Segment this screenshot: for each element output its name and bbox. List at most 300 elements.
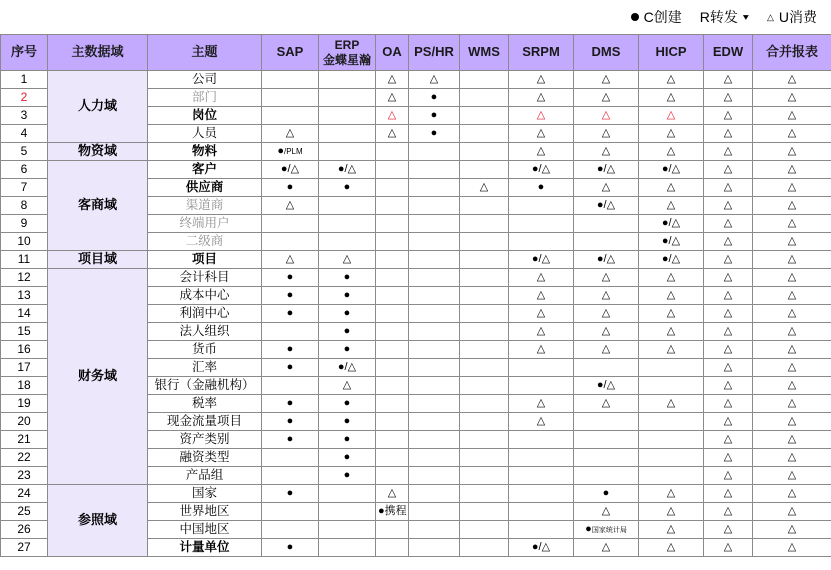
matrix-cell: △ <box>574 287 639 305</box>
matrix-cell: △ <box>574 71 639 89</box>
matrix-cell: ●/△ <box>574 161 639 179</box>
matrix-cell: △ <box>753 305 831 323</box>
matrix-cell <box>509 215 574 233</box>
matrix-cell: △ <box>574 143 639 161</box>
matrix-cell <box>460 431 509 449</box>
matrix-cell <box>460 359 509 377</box>
matrix-cell <box>409 431 460 449</box>
row-number: 19 <box>1 395 48 413</box>
matrix-cell <box>319 215 376 233</box>
matrix-cell <box>460 89 509 107</box>
matrix-cell <box>319 197 376 215</box>
matrix-cell <box>262 107 319 125</box>
matrix-cell <box>460 539 509 557</box>
matrix-cell: △ <box>753 197 831 215</box>
matrix-cell <box>409 377 460 395</box>
matrix-cell <box>262 233 319 251</box>
matrix-cell <box>574 449 639 467</box>
matrix-cell: ● <box>262 359 319 377</box>
row-number: 16 <box>1 341 48 359</box>
matrix-cell <box>376 143 409 161</box>
matrix-cell: △ <box>509 341 574 359</box>
matrix-cell: ● <box>262 413 319 431</box>
matrix-cell <box>574 413 639 431</box>
matrix-cell: △ <box>639 89 704 107</box>
matrix-cell: △ <box>574 323 639 341</box>
matrix-cell: △ <box>704 269 753 287</box>
matrix-cell: ● <box>262 539 319 557</box>
matrix-cell: △ <box>509 71 574 89</box>
domain-cell: 项目域 <box>48 251 148 269</box>
matrix-cell <box>509 485 574 503</box>
matrix-cell <box>262 449 319 467</box>
matrix-cell: ●/△ <box>639 251 704 269</box>
matrix-cell: △ <box>704 107 753 125</box>
matrix-cell: △ <box>704 485 753 503</box>
topic-cell: 税率 <box>148 395 262 413</box>
matrix-cell <box>319 107 376 125</box>
matrix-cell: ● <box>319 179 376 197</box>
matrix-cell: △ <box>574 107 639 125</box>
table-header-row <box>1 35 831 71</box>
matrix-cell <box>262 89 319 107</box>
matrix-cell: △ <box>262 125 319 143</box>
row-number: 8 <box>1 197 48 215</box>
row-number: 5 <box>1 143 48 161</box>
matrix-cell: △ <box>574 305 639 323</box>
matrix-cell: ● <box>262 341 319 359</box>
column-header-wms: WMS <box>460 35 509 71</box>
row-number: 14 <box>1 305 48 323</box>
matrix-cell <box>460 143 509 161</box>
column-header-no: 序号 <box>1 35 48 71</box>
table-row <box>1 269 831 287</box>
matrix-cell: ●/△ <box>262 161 319 179</box>
matrix-cell <box>409 215 460 233</box>
matrix-cell: ● <box>319 467 376 485</box>
row-number: 2 <box>1 89 48 107</box>
matrix-cell <box>460 287 509 305</box>
row-number: 7 <box>1 179 48 197</box>
topic-cell: 项目 <box>148 251 262 269</box>
matrix-cell: ●/△ <box>574 197 639 215</box>
column-header-edw: EDW <box>704 35 753 71</box>
matrix-cell: △ <box>409 71 460 89</box>
matrix-cell <box>460 485 509 503</box>
matrix-cell: △ <box>376 107 409 125</box>
matrix-cell: ●/△ <box>509 161 574 179</box>
matrix-cell: △ <box>376 485 409 503</box>
row-number: 11 <box>1 251 48 269</box>
matrix-cell: △ <box>509 107 574 125</box>
matrix-cell <box>376 449 409 467</box>
matrix-cell: ● <box>319 431 376 449</box>
matrix-cell <box>460 323 509 341</box>
row-number: 10 <box>1 233 48 251</box>
matrix-cell <box>409 143 460 161</box>
matrix-cell: ● <box>319 305 376 323</box>
table-row <box>1 143 831 161</box>
matrix-cell <box>460 503 509 521</box>
matrix-cell: ● <box>262 485 319 503</box>
matrix-cell: △ <box>574 125 639 143</box>
domain-cell: 人力域 <box>48 71 148 143</box>
topic-cell: 终端用户 <box>148 215 262 233</box>
matrix-cell <box>409 323 460 341</box>
matrix-cell: △ <box>704 539 753 557</box>
matrix-cell: ●/△ <box>639 215 704 233</box>
matrix-cell: △ <box>704 449 753 467</box>
matrix-cell <box>376 197 409 215</box>
matrix-cell: ● <box>409 107 460 125</box>
matrix-cell <box>376 161 409 179</box>
matrix-cell: △ <box>639 323 704 341</box>
matrix-cell: △ <box>376 89 409 107</box>
table-row <box>1 485 831 503</box>
row-number: 27 <box>1 539 48 557</box>
matrix-cell <box>460 125 509 143</box>
matrix-cell <box>262 71 319 89</box>
topic-cell: 法人组织 <box>148 323 262 341</box>
topic-cell: 会计科目 <box>148 269 262 287</box>
matrix-cell <box>574 233 639 251</box>
column-header-dms: DMS <box>574 35 639 71</box>
matrix-cell <box>460 449 509 467</box>
domain-cell: 客商域 <box>48 161 148 251</box>
topic-cell: 融资类型 <box>148 449 262 467</box>
matrix-cell: ●/△ <box>319 161 376 179</box>
matrix-cell: △ <box>753 125 831 143</box>
table-header <box>1 35 831 71</box>
matrix-cell <box>262 323 319 341</box>
matrix-cell: △ <box>753 485 831 503</box>
matrix-cell: △ <box>704 467 753 485</box>
matrix-cell: △ <box>639 341 704 359</box>
matrix-cell: △ <box>704 143 753 161</box>
triangle-down-icon: ▾ <box>742 11 749 23</box>
matrix-cell: ● <box>319 287 376 305</box>
matrix-cell <box>509 431 574 449</box>
legend-label-forward: R转发 <box>699 9 738 25</box>
matrix-cell: △ <box>574 341 639 359</box>
row-number: 1 <box>1 71 48 89</box>
matrix-cell <box>460 269 509 287</box>
matrix-cell <box>376 359 409 377</box>
master-data-matrix-table <box>0 34 831 557</box>
matrix-cell: ● <box>262 179 319 197</box>
matrix-cell <box>319 503 376 521</box>
matrix-cell: △ <box>262 251 319 269</box>
matrix-cell <box>376 233 409 251</box>
row-number: 22 <box>1 449 48 467</box>
matrix-cell <box>460 215 509 233</box>
matrix-cell: △ <box>704 179 753 197</box>
matrix-cell: △ <box>753 251 831 269</box>
matrix-cell: ● <box>319 269 376 287</box>
matrix-cell: △ <box>639 287 704 305</box>
matrix-cell <box>409 449 460 467</box>
topic-cell: 中国地区 <box>148 521 262 539</box>
matrix-cell: △ <box>262 197 319 215</box>
matrix-cell: △ <box>574 269 639 287</box>
matrix-cell: △ <box>639 269 704 287</box>
row-number: 15 <box>1 323 48 341</box>
table-row <box>1 161 831 179</box>
topic-cell: 汇率 <box>148 359 262 377</box>
matrix-cell <box>409 539 460 557</box>
matrix-cell: ●/△ <box>319 359 376 377</box>
matrix-cell <box>509 503 574 521</box>
matrix-cell <box>460 251 509 269</box>
matrix-cell: △ <box>753 323 831 341</box>
matrix-cell <box>409 305 460 323</box>
matrix-cell: ● <box>409 125 460 143</box>
matrix-cell: △ <box>753 287 831 305</box>
matrix-cell: ● <box>319 449 376 467</box>
matrix-cell <box>376 305 409 323</box>
matrix-cell <box>509 449 574 467</box>
matrix-cell <box>409 467 460 485</box>
matrix-cell <box>639 467 704 485</box>
matrix-cell <box>376 413 409 431</box>
row-number: 13 <box>1 287 48 305</box>
matrix-cell <box>509 197 574 215</box>
matrix-cell: △ <box>376 71 409 89</box>
row-number: 24 <box>1 485 48 503</box>
legend-label-consume: U消费 <box>778 9 817 25</box>
matrix-cell <box>262 521 319 539</box>
matrix-cell: △ <box>753 89 831 107</box>
row-number: 26 <box>1 521 48 539</box>
matrix-cell <box>376 431 409 449</box>
matrix-cell: △ <box>376 125 409 143</box>
row-number: 4 <box>1 125 48 143</box>
matrix-cell: △ <box>319 251 376 269</box>
matrix-cell <box>376 287 409 305</box>
matrix-cell <box>509 233 574 251</box>
matrix-cell <box>460 521 509 539</box>
matrix-cell: △ <box>509 323 574 341</box>
matrix-cell: △ <box>639 71 704 89</box>
matrix-cell: △ <box>753 503 831 521</box>
matrix-cell <box>319 521 376 539</box>
matrix-cell <box>376 179 409 197</box>
column-header-oa: OA <box>376 35 409 71</box>
matrix-cell: ● <box>319 323 376 341</box>
matrix-cell: △ <box>704 197 753 215</box>
matrix-cell: ● <box>409 89 460 107</box>
topic-cell: 产品组 <box>148 467 262 485</box>
matrix-cell: △ <box>639 503 704 521</box>
matrix-cell: ●/△ <box>509 251 574 269</box>
matrix-cell <box>639 359 704 377</box>
legend-label-create: C创建 <box>643 9 682 25</box>
matrix-cell <box>639 431 704 449</box>
matrix-cell: △ <box>704 305 753 323</box>
matrix-cell: △ <box>704 377 753 395</box>
matrix-cell <box>409 233 460 251</box>
row-number: 17 <box>1 359 48 377</box>
matrix-cell <box>509 377 574 395</box>
matrix-cell: ● <box>262 305 319 323</box>
matrix-cell <box>409 413 460 431</box>
topic-cell: 公司 <box>148 71 262 89</box>
row-number: 6 <box>1 161 48 179</box>
domain-cell: 物资域 <box>48 143 148 161</box>
matrix-cell <box>460 233 509 251</box>
domain-cell: 财务域 <box>48 269 148 485</box>
matrix-cell <box>376 323 409 341</box>
table-body <box>1 71 831 557</box>
row-number: 12 <box>1 269 48 287</box>
matrix-cell: △ <box>704 413 753 431</box>
matrix-cell <box>639 413 704 431</box>
matrix-cell: △ <box>509 305 574 323</box>
column-header-erp <box>319 35 376 71</box>
topic-cell: 现金流量项目 <box>148 413 262 431</box>
column-header-pshr: PS/HR <box>409 35 460 71</box>
matrix-cell <box>319 233 376 251</box>
matrix-cell <box>376 395 409 413</box>
table-row <box>1 251 831 269</box>
matrix-cell <box>509 521 574 539</box>
matrix-cell: △ <box>509 143 574 161</box>
topic-cell: 利润中心 <box>148 305 262 323</box>
row-number: 25 <box>1 503 48 521</box>
matrix-cell: ● <box>262 287 319 305</box>
matrix-cell: △ <box>704 161 753 179</box>
row-number: 3 <box>1 107 48 125</box>
matrix-cell <box>409 521 460 539</box>
matrix-cell: △ <box>639 125 704 143</box>
matrix-cell <box>409 251 460 269</box>
matrix-cell: △ <box>753 71 831 89</box>
matrix-cell: △ <box>639 197 704 215</box>
matrix-cell: ● <box>319 413 376 431</box>
matrix-cell: ● <box>319 395 376 413</box>
matrix-cell: △ <box>574 503 639 521</box>
matrix-cell: △ <box>753 341 831 359</box>
matrix-cell: △ <box>704 323 753 341</box>
matrix-cell <box>409 161 460 179</box>
matrix-cell <box>509 359 574 377</box>
matrix-cell: △ <box>639 179 704 197</box>
matrix-cell: ●/PLM <box>262 143 319 161</box>
topic-cell: 国家 <box>148 485 262 503</box>
matrix-cell: △ <box>753 521 831 539</box>
matrix-cell: △ <box>753 377 831 395</box>
topic-cell: 客户 <box>148 161 262 179</box>
topic-cell: 二级商 <box>148 233 262 251</box>
topic-cell: 货币 <box>148 341 262 359</box>
matrix-cell: △ <box>704 71 753 89</box>
matrix-cell <box>262 215 319 233</box>
matrix-cell <box>409 503 460 521</box>
row-number: 20 <box>1 413 48 431</box>
column-header-hicp: HICP <box>639 35 704 71</box>
matrix-cell: △ <box>574 89 639 107</box>
matrix-cell: △ <box>319 377 376 395</box>
matrix-cell: △ <box>509 413 574 431</box>
matrix-cell <box>639 449 704 467</box>
matrix-cell: ●携程 <box>376 503 409 521</box>
matrix-cell: △ <box>574 395 639 413</box>
matrix-cell: △ <box>753 395 831 413</box>
matrix-cell <box>376 377 409 395</box>
matrix-cell <box>319 125 376 143</box>
matrix-cell: △ <box>704 251 753 269</box>
matrix-cell <box>509 467 574 485</box>
matrix-cell <box>409 287 460 305</box>
matrix-cell <box>376 521 409 539</box>
matrix-cell: △ <box>753 467 831 485</box>
matrix-cell: △ <box>753 143 831 161</box>
matrix-cell <box>460 71 509 89</box>
matrix-cell <box>460 395 509 413</box>
matrix-cell: ● <box>319 341 376 359</box>
domain-cell: 参照域 <box>48 485 148 557</box>
matrix-cell <box>319 485 376 503</box>
table-row <box>1 71 831 89</box>
column-header-domain: 主数据域 <box>48 35 148 71</box>
matrix-cell: △ <box>704 125 753 143</box>
matrix-cell <box>319 539 376 557</box>
matrix-cell <box>639 377 704 395</box>
legend <box>0 0 831 34</box>
matrix-cell <box>409 359 460 377</box>
matrix-cell: △ <box>753 179 831 197</box>
topic-cell: 部门 <box>148 89 262 107</box>
matrix-cell: △ <box>639 107 704 125</box>
topic-cell: 物料 <box>148 143 262 161</box>
matrix-cell: △ <box>753 449 831 467</box>
triangle-up-icon: △ <box>766 11 774 22</box>
matrix-cell: △ <box>704 233 753 251</box>
column-header-merge-report: 合并报表 <box>753 35 831 71</box>
matrix-cell: △ <box>460 179 509 197</box>
matrix-cell: △ <box>753 215 831 233</box>
matrix-cell: △ <box>753 359 831 377</box>
matrix-cell: △ <box>704 503 753 521</box>
matrix-cell <box>574 359 639 377</box>
matrix-cell <box>376 251 409 269</box>
legend-item-forward <box>700 7 749 27</box>
matrix-cell <box>574 467 639 485</box>
matrix-cell: △ <box>753 269 831 287</box>
matrix-cell: ●/△ <box>509 539 574 557</box>
matrix-cell: △ <box>509 89 574 107</box>
legend-item-create <box>631 7 682 27</box>
topic-cell: 成本中心 <box>148 287 262 305</box>
row-number: 23 <box>1 467 48 485</box>
matrix-cell: △ <box>753 161 831 179</box>
matrix-cell: △ <box>509 125 574 143</box>
topic-cell: 资产类别 <box>148 431 262 449</box>
matrix-cell: ● <box>262 395 319 413</box>
matrix-cell: ● <box>262 431 319 449</box>
column-header-erp-label: ERP <box>334 37 360 52</box>
matrix-cell <box>376 341 409 359</box>
matrix-cell <box>262 377 319 395</box>
matrix-cell: ●国家统计局 <box>574 521 639 539</box>
matrix-cell: △ <box>753 233 831 251</box>
matrix-cell <box>376 539 409 557</box>
matrix-cell <box>319 89 376 107</box>
matrix-cell <box>409 179 460 197</box>
matrix-cell <box>409 197 460 215</box>
matrix-cell <box>460 305 509 323</box>
column-header-sap: SAP <box>262 35 319 71</box>
